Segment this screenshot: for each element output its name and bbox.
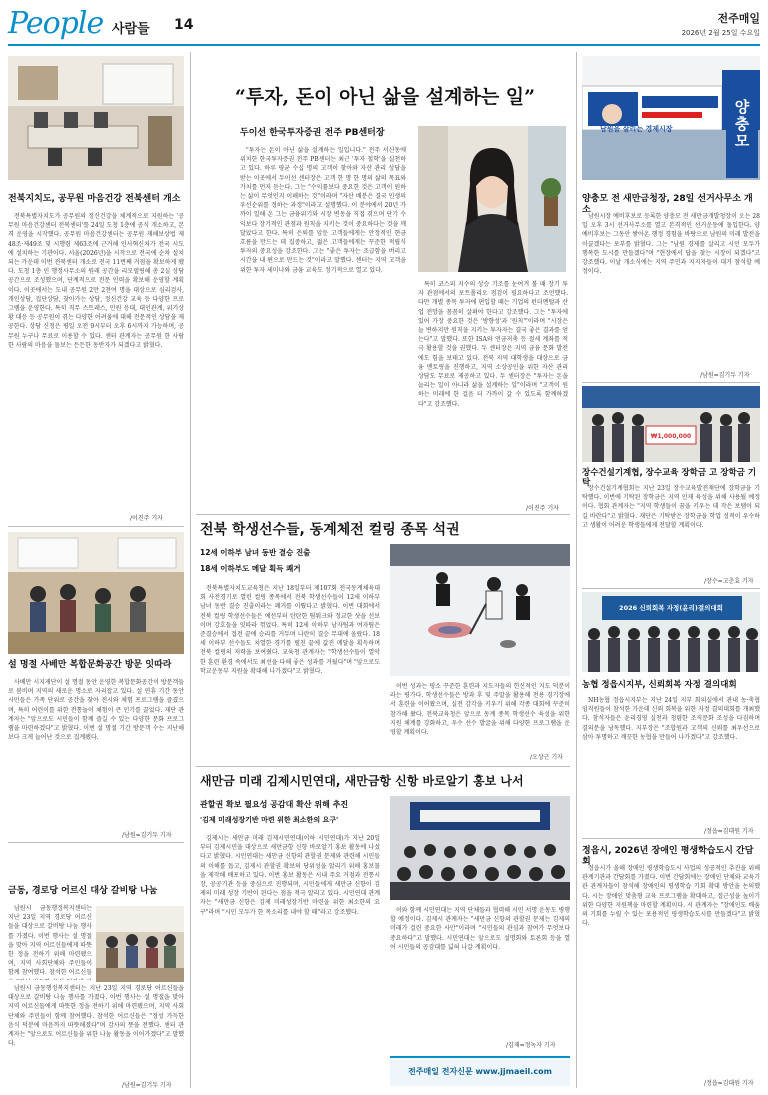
quote-saemangeum: '김제 미래성장기반 마련 위한 최소한의 요구' — [200, 816, 339, 824]
divider — [8, 526, 184, 527]
headline-housing: 전북지치도, 공무원 마음건강 전북센터 개소 — [8, 194, 181, 204]
headline-interview: “투자, 돈이 아닌 삶을 설계하는 일” — [234, 86, 536, 108]
photo-scholarship — [582, 386, 760, 462]
divider — [582, 588, 760, 589]
body-interview-right: 특히 코스피 지수의 상승 기조를 눈여겨 볼 때 장기 투자 관점에서의 포트폴리오 점검이 필요하다고 조언했다. 다만 개별 종목 투자에 편입할 때는 기업의 펀더멘털과 산업 전망을 꼼꼼히 살펴야 한다고 강조했다. 그는 "투자에 있어 가장 중요한 것은 '방향성'과 '원칙'"이라며 "시장은 늘 변하지만 원칙을 지키는 투자자는 결국 좋은 결과를 얻는다"고 말했다. 또한 ISA와 연금저축 등 절세 계좌를 적극 활용할 것을 권했다. 두 센터장은 지역 금융 문화 발전에도 힘을 보태고 있다. 전북 지역 대학생을 대상으로 금융 멘토링을 진행하고, 지역 소상공인을 위한 자산 관리 상담도 무료로 제공하고 있다. 두 센터장은 "투자는 돈을 늘리는 일이 아니라 삶을 설계하는 일"이라며 "고객이 원하는 미래에 한 걸음 더 가까이 갈 수 있도록 함께하겠다"고 강조했다. — [418, 281, 568, 408]
paper-name: 전주매일 — [717, 12, 760, 25]
byline-disability: /정읍=김대원 기자 — [704, 1080, 754, 1087]
byline-interview: /이진주 기자 — [526, 505, 559, 512]
check-amount: ₩1,000,000 — [650, 433, 692, 440]
column-rule — [576, 52, 577, 1088]
election-banner-slogan: 남원을 살리는 경제시장 — [600, 125, 673, 133]
body-galbi-cont: 남원시 금동행정복지센터는 지난 23일 지역 경로당 어르신들을 대상으로 갈비탕 나눔 행사를 가졌다. 이번 행사는 설 명절을 맞아 지역 어르신들에게 따뜻한 정을 전하기 위해 마련됐으며, 지역 사회단체와 주민들이 함께 참여했다. 참석한 어르신들은 "정성 가득한 음식 덕분에 마음까지 따뜻해졌다"며 감사의 뜻을 전했다. 센터 관계자는 "앞으로도 어르신들을 위한 나눔 활동을 이어가겠다"고 말했다. — [8, 985, 184, 1048]
headline-scholarship: 장수건설기계협, 장수교육 장학금 고 장학금 기탁 — [582, 468, 757, 489]
nonghyup-banner-text: 2026 신뢰회복 자정(윤리)결의대회 — [619, 604, 723, 612]
body-election: 남원시장 예비후보로 등록한 양충모 전 새만금개발청장이 오는 28일 오후 3시 선거사무소를 열고 본격적인 선거운동에 돌입한다. 양 예비후보는 그동안 쌓아온 행정 경험을 바탕으로 남원의 미래 발전을 이끌겠다는 포부를 밝혔다. 그는 "남원 경제를 살리고 시민 모두가 행복한 도시를 만들겠다"며 "현장에서 답을 찾는 시장이 되겠다"고 강조했다. 이날 개소식에는 지역 주민과 지지자들이 대거 참석할 예정이다. — [582, 213, 760, 276]
photo-curling — [390, 544, 570, 676]
body-curling-left: 전북특별자치도교육청은 지난 18일부터 제107회 전국동계체육대회 사전경기로 열린 컬링 종목에서 전북 학생선수들이 12세 이하부 남녀 동반 결승 진출이라는 쾌거를 이뤘다고 밝혔다. 이번 대회에서 전북 컬링 학생선수들은 예선부터 탄탄한 팀워크와 정교한 샷을 선보이며 강호들을 잇따라 꺾었다. 특히 12세 이하부 남자팀과 여자팀은 준결승에서 접전 끝에 승리를 거두며 나란히 결승 무대에 올랐다. 18세 이하부 선수들도 치열한 경기를 펼친 끝에 값진 메달을 획득하며 전북 컬링의 저력을 보여줬다. 교육청 관계자는 "학생선수들이 열악한 훈련 환경 속에서도 최선을 다해 좋은 성과를 거뒀다"며 "앞으로도 학교운동부 지원을 확대해 나가겠다"고 밝혔다. — [200, 585, 380, 675]
byline-housing: /이진주 기자 — [130, 515, 163, 522]
subhead-interview: 두이선 한국투자증권 전주 PB센터장 — [240, 128, 385, 138]
body-disability: 정읍시가 올해 장애인 평생학습도시 사업의 성공적인 추진을 위해 관계기관과 간담회를 가졌다. 이번 간담회에는 장애인 단체와 교육기관 관계자들이 참석해 장애인의 평생학습 기회 확대 방안을 논의했다. 시는 장애인 맞춤형 교육 프로그램을 확대하고, 접근성을 높이기 위한 다양한 지원책을 마련할 계획이다. 시 관계자는 "장애인도 배움의 기회를 누릴 수 있는 포용적인 평생학습도시를 만들겠다"고 밝혔다. — [582, 865, 760, 928]
photo-culture-space — [8, 532, 184, 654]
byline-galbi: /남원=김기두 기자 — [122, 1082, 172, 1089]
body-nonghyup: NH농협 정읍시지부는 지난 24일 지부 회의실에서 관내 농·축협 임직원들이 참석한 가운데 신뢰 회복을 위한 자정 결의대회를 개최했다. 참석자들은 윤리경영 실천과 청렴한 조직문화 조성을 다짐하며 결의문을 낭독했다. 지부장은 "조합원과 고객의 신뢰를 최우선으로 삼아 투명하고 깨끗한 농협을 만들어 나가겠다"고 강조했다. — [582, 697, 760, 741]
subhead-saemangeum: 관할권 확보 필요성 공감대 확산 위해 추진 — [200, 800, 349, 809]
headline-election: 양충모 전 새만금청장, 28일 선거사무소 개소 — [582, 194, 753, 215]
page-number: 14 — [174, 17, 194, 33]
byline-scholarship: /장수=고춘효 기자 — [704, 578, 754, 585]
banner-candidate-name: 양충모 — [726, 70, 758, 178]
byline-curling: /오상근 기자 — [530, 754, 563, 761]
body-interview-left: "투자는 돈이 아닌 삶을 설계하는 일입니다." 전주 서신동에 위치한 한국투자증권 전주 PB센터는 최근 '투자 철학'을 실천하고 있다. 하루 평균 수십 명의 고객이 찾아와 자산 관리 상담을 받는 이곳에서 두이선 센터장은 고객 한 명 한 명의 삶의 목표와 가치를 먼저 듣는다. 그는 "수익률보다 중요한 것은 고객이 원하는 삶이 무엇인지 이해하는 것"이라며 "자산 배분은 결국 인생의 우선순위를 정하는 과정"이라고 설명했다. 이 분야에서 20년 가까이 일해 온 그는 금융위기와 시장 변동을 직접 겪으며 단기 수익보다 장기적인 관점과 원칙을 지키는 것이 중요하다는 것을 깨달았다고 한다. 특히 은퇴를 앞둔 고객들에게는 안정적인 현금 흐름을 만드는 데 집중하고, 젊은 고객들에게는 꾸준한 적립식 투자의 중요성을 강조한다. 그는 "좋은 투자는 조급함을 버리고 시간을 내 편으로 만드는 것"이라고 말했다. 센터는 지역 고객을 위한 투자 세미나와 금융 교육도 정기적으로 열고 있다. — [240, 147, 406, 274]
divider — [582, 382, 760, 383]
subhead-curling-1: 12세 이하부 남녀 동반 결승 진출 — [200, 548, 311, 557]
body-saemangeum-left: 김제시는 새만금 미래 김제시민연대(이하 시민연대)가 지난 20일부터 김제시민을 대상으로 새만금항 신항 바로알기 홍보 활동에 나섰다고 밝혔다. 시민연대는 새만금 신항의 관할권 문제와 관련해 시민들의 이해를 돕고, 김제시 관할권 확보의 당위성을 알리기 위해 홍보물을 제작해 배포하고 있다. 이번 홍보 활동은 시내 주요 거점과 전통시장, 공공기관 등을 중심으로 진행되며, 시민들에게 새만금 신항이 김제의 미래 성장 기반이 된다는 점을 적극 알리고 있다. 시민연대 관계자는 "새만금 신항은 김제 미래성장기반 마련을 위한 최소한의 요구"라며 "시민 모두가 한 목소리를 내야 할 때"라고 강조했다. — [200, 835, 380, 916]
divider — [8, 842, 184, 843]
headline-nonghyup: 농협 정읍시지부, 신뢰회복 자정 결의대회 — [582, 680, 737, 690]
issue-date: 2026년 2월 25일 수요일 — [681, 29, 760, 37]
body-galbi: 남원시 금동행정복지센터는 지난 23일 지역 경로당 어르신들을 대상으로 갈비탕 나눔 행사를 가졌다. 이번 행사는 설 명절을 맞아 지역 어르신들에게 따뜻한 정을 전하기 위해 마련됐으며, 지역 사회단체와 주민들이 함께 참여했다. 참석한 어르신들 — [8, 905, 92, 977]
body-curling-right: 이번 성과는 평소 꾸준한 훈련과 지도자들의 헌신적인 지도 덕분이라는 평가다. 학생선수들은 방과 후 및 주말을 활용해 전용 경기장에서 훈련을 이어왔으며, 실전 감각을 키우기 위해 각종 대회에 꾸준히 참가해 왔다. 전북교육청은 앞으로 동계 종목 학생선수 육성을 위한 지원 체계를 강화하고, 우수 선수 발굴을 위해 다양한 프로그램을 운영할 계획이다. — [390, 683, 570, 737]
photo-galbi — [96, 906, 184, 982]
photo-saemangeum — [390, 796, 570, 900]
masthead-rule — [8, 44, 760, 46]
headline-seol-event: 설 명절 사베만 복합문화공간 방문 잇따라 — [8, 660, 172, 670]
byline-election: /남원=김기두 기자 — [700, 372, 750, 379]
body-saemangeum-right: 이와 함께 시민연대는 지역 단체들과 협력해 시민 서명 운동도 병행할 예정이다. 김제시 관계자는 "새만금 신항의 관할권 문제는 김제의 미래가 걸린 중요한 사안"이라며 "시민들의 관심과 참여가 무엇보다 중요하다"고 말했다. 시민연대는 앞으로도 설명회와 토론회 등을 열어 시민들의 공감대를 넓혀 나갈 계획이다. — [390, 907, 570, 951]
section-brand-korean: 사람들 — [112, 22, 150, 37]
photo-counseling-room — [8, 56, 184, 180]
body-seol-event: 사베만 시지재단이 설 명절 동안 운영한 복합문화공간이 방문객들로 붐비며 지역의 새로운 명소로 자리잡고 있다. 설 연휴 기간 동안 시민들은 가족 단위로 공간을 찾아 전시와 체험 프로그램을 즐겼으며, 특히 어린이를 위한 전통놀이 체험이 큰 인기를 끌었다. 재단 관계자는 "앞으로도 시민들이 함께 즐길 수 있는 다양한 문화 프로그램을 마련하겠다"고 밝혔다. 이번 설 명절 기간 방문객 수는 지난해보다 크게 늘어난 것으로 집계됐다. — [8, 679, 184, 742]
subhead-curling-2: 18세 이하부도 메달 획득 쾌거 — [200, 564, 301, 573]
headline-curling: 전북 학생선수들, 동계체전 컬링 종목 석권 — [200, 522, 460, 538]
divider — [196, 766, 570, 767]
divider — [582, 838, 760, 839]
photo-interviewee — [418, 126, 566, 272]
headline-disability: 정읍시, 2026년 장애인 평생학습도시 간담회 — [582, 846, 754, 867]
headline-saemangeum: 새만금 미래 김제시민연대, 새만금항 신항 바로알기 홍보 나서 — [200, 774, 524, 788]
column-rule — [190, 52, 191, 1088]
e-paper-promo[interactable]: 전주매일 전자신문 www.jjmaeil.com — [390, 1056, 570, 1086]
body-scholarship: 장수건설기계협회는 지난 23일 장수교육발전재단에 장학금을 기탁했다. 이번에 기탁된 장학금은 지역 인재 육성을 위해 사용될 예정이다. 협회 관계자는 "지역 학생들이 꿈을 키우는 데 작은 보탬이 되길 바란다"고 밝혔다. 재단은 기탁받은 장학금을 학업 성적이 우수하고 생활이 어려운 학생들에게 전달할 계획이다. — [582, 485, 760, 529]
masthead — [8, 6, 760, 42]
election-banner — [726, 70, 758, 178]
section-brand: People — [8, 6, 104, 41]
divider — [196, 514, 570, 515]
byline-saemangeum: /김제=정녹자 기자 — [506, 1042, 556, 1049]
byline-nonghyup: /정읍=김대원 기자 — [704, 828, 754, 835]
headline-galbi: 금동, 경로당 어르신 대상 갈비탕 나눔 — [8, 886, 158, 896]
byline-seol-event: /남원=김기두 기자 — [122, 832, 172, 839]
body-housing: 전북특별자치도가 공무원의 정신건강을 체계적으로 지원하는 '공무원 마음건강센터 전북센터'를 24일 도청 1층에 공식 개소하고, 본격 운영을 시작했다. 공무원 마음건강센터는 공무원 재해보상법 제48조·제49조 및 시행령 제63조에 근거해 인사혁신처가 전국 시도에 설치하는 기관이다. 서울(2026년)을 시작으로 전국에 순차 설치되는 가운데 이번 전북센터 개소로 전국 11번째 거점을 확보하게 됐다. 도청 1층 인 행정사무소의 원래 공간을 리모델링해 총 2실 상담공간으로 조성했으며, 단계적으로 전문 인력을 확보해 운영할 계획이다. 이곳에서는 도내 공무원 2만 2천여 명을 대상으로 심리검사, 개인상담, 집단상담, 찾아가는 상담, 정신건강 교육 등 다양한 프로그램을 운영한다. 특히 직무 스트레스, 민원 응대, 대인관계, 위기상황 대응 등 공무원이 겪는 다양한 어려움에 대해 전문적인 상담을 제공한다. 상담 신청은 평일 오전 9시부터 오후 6시까지 가능하며, 공무원 누구나 무료로 이용할 수 있다. 센터 관계자는 공무원 한 사람 한 사람의 마음을 돌보는 든든한 동반자가 되겠다고 밝혔다. — [8, 213, 184, 349]
